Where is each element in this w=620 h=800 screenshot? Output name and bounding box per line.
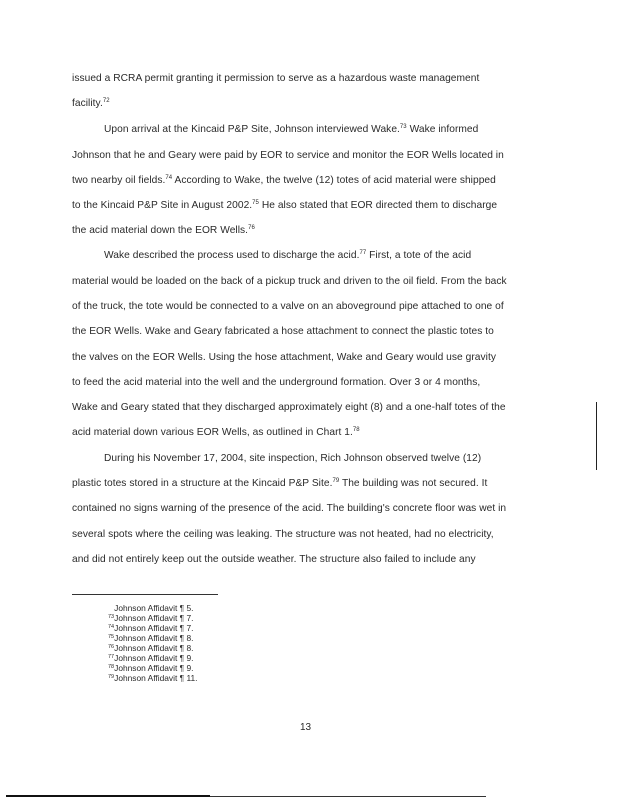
footnote-ref-74: 74 xyxy=(165,175,173,181)
paragraph-4-line-3: contained no signs warning of the presence of the acid. The building's concrete floor was wet in xyxy=(72,503,507,514)
paragraph-4-line-1: During his November 17, 2004, site inspection, Rich Johnson observed twelve (12) xyxy=(104,453,482,464)
paragraph-2-line-3: two nearby oil fields.$^{74}$ According to Wake, the twelve (12) totes of acid material were shipped xyxy=(72,175,496,186)
paragraph-1-line-2: facility.$^{72}$ xyxy=(72,98,110,109)
paragraph-3-line-2: material would be loaded on the back of a pickup truck and driven to the oil field. From the back xyxy=(72,276,507,287)
footnote-73: $^{73}$Johnson Affidavit ¶ 7. xyxy=(108,613,194,623)
paragraph-4-line-4: several spots where the ceiling was leaking. The structure was not heated, had no electricity, xyxy=(72,529,494,540)
paragraph-3-line-5: the valves on the EOR Wells. Using the hose attachment, Wake and Geary would use gravity xyxy=(72,352,496,363)
paragraph-3-line-1: Wake described the process used to discharge the acid.$^{77}$ First, a tote of the acid xyxy=(104,250,472,261)
footnote-ref-79: 79 xyxy=(332,478,340,484)
paragraph-3-line-6: to feed the acid material into the well and the underground formation. Over 3 or 4 months, xyxy=(72,377,481,388)
footnote-ref-72: 72 xyxy=(102,98,110,104)
footnote-75: $^{75}$Johnson Affidavit ¶ 8. xyxy=(108,633,194,643)
paragraph-2-line-2: Johnson that he and Geary were paid by EOR to service and monitor the EOR Wells located in xyxy=(72,150,504,161)
paragraph-3-line-8: acid material down various EOR Wells, as outlined in Chart 1.78 xyxy=(72,427,360,438)
footnote-separator xyxy=(72,594,218,595)
scan-edge-rule xyxy=(6,795,210,797)
footnote-72: $^{72}$Johnson Affidavit ¶ 5. xyxy=(108,603,194,613)
footnote-ref-77: 77 xyxy=(359,250,367,256)
paragraph-3-line-4: the EOR Wells. Wake and Geary fabricated a hose attachment to connect the plastic totes to xyxy=(72,326,494,337)
footnote-ref-73: 73 xyxy=(399,124,407,130)
footnote-ref-75: 75 xyxy=(252,200,259,206)
paragraph-2-line-1: Upon arrival at the Kincaid P&P Site, Johnson interviewed Wake.$^{73}$ Wake informed xyxy=(104,124,479,135)
paragraph-3-line-3: of the truck, the tote would be connected to a valve on an aboveground pipe attached to one of xyxy=(72,301,504,312)
footnote-74: $^{74}$Johnson Affidavit ¶ 7. xyxy=(108,623,194,633)
footnote-78: $^{78}$Johnson Affidavit ¶ 9. xyxy=(108,663,194,673)
paragraph-2-line-5: the acid material down the EOR Wells.$^{76}$ xyxy=(72,225,255,236)
footnote-76: $^{76}$Johnson Affidavit ¶ 8. xyxy=(108,643,194,653)
footnote-ref-76: 76 xyxy=(248,225,255,231)
page-number: 13 xyxy=(300,722,312,733)
paragraph-3-line-7: Wake and Geary stated that they discharged approximately eight (8) and a one-half totes of the xyxy=(72,402,506,413)
footnote-79: $^{79}$Johnson Affidavit ¶ 11. xyxy=(108,673,198,683)
footnote-77: $^{77}$Johnson Affidavit ¶ 9. xyxy=(108,653,194,663)
margin-change-bar xyxy=(596,402,597,470)
paragraph-2-line-4: to the Kincaid P&P Site in August 2002.75 He also stated that EOR directed them to discharge xyxy=(72,200,498,211)
paragraph-1-line-1: issued a RCRA permit granting it permission to serve as a hazardous waste management xyxy=(72,73,480,84)
paragraph-4-line-2: plastic totes stored in a structure at the Kincaid P&P Site.$^{79}$ The building was not secured. It xyxy=(72,478,488,489)
paragraph-4-line-5: and did not entirely keep out the outside weather. The structure also failed to include any xyxy=(72,554,476,565)
footnote-ref-78: 78 xyxy=(352,427,360,433)
scan-edge-rule-thin xyxy=(210,796,486,797)
